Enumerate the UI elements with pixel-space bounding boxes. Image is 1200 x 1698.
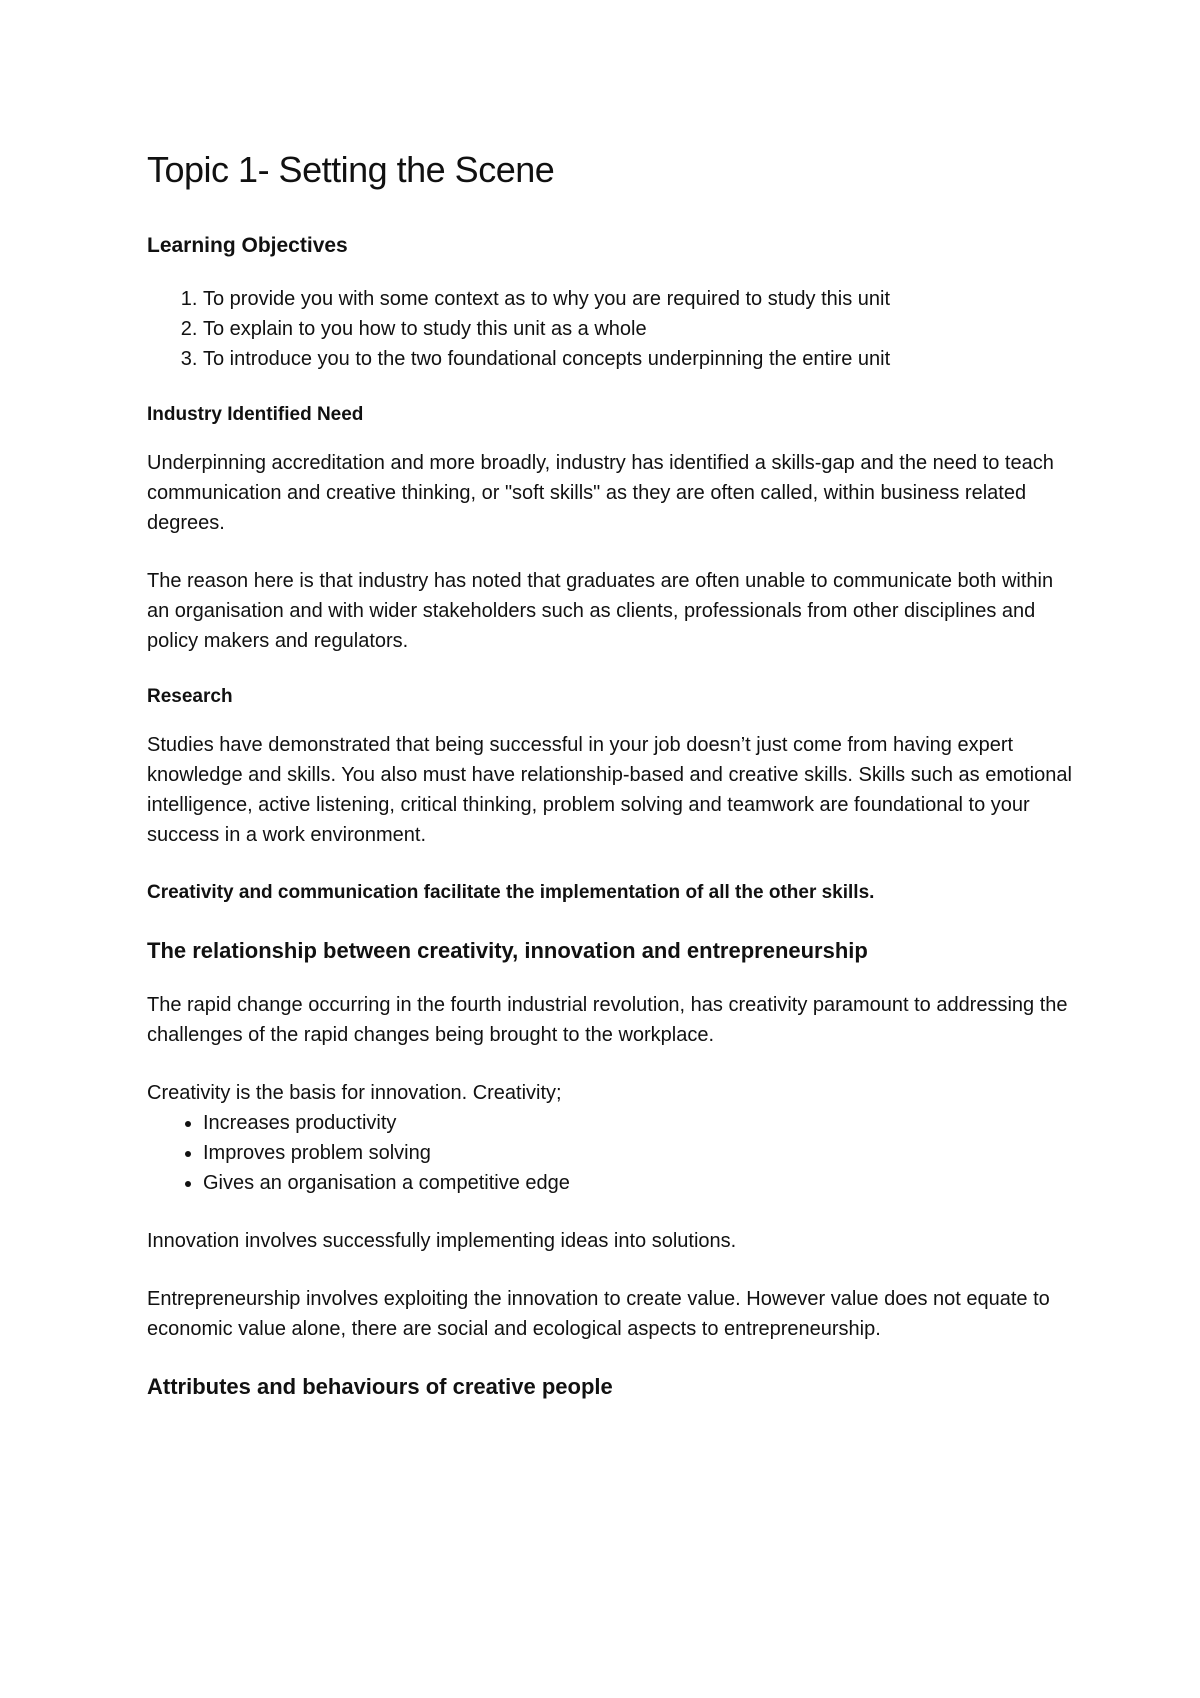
relationship-paragraph-1: The rapid change occurring in the fourth industrial revolution, has creativity paramount to addressing the challenges of the rapid changes being brought to the workplace. bbox=[147, 994, 1068, 1046]
relationship-paragraph-4: Entrepreneurship involves exploiting the innovation to create value. However value does not equate to economic value alone, there are social and ecological aspects to entrepreneurship. bbox=[147, 1288, 1050, 1340]
list-item: • Improves problem solving bbox=[203, 1138, 1077, 1168]
learning-objectives-heading: Learning Objectives bbox=[147, 234, 348, 257]
creativity-benefits-list bbox=[147, 1108, 1077, 1198]
list-item: • Gives an organisation a competitive edge bbox=[203, 1168, 1077, 1198]
attributes-heading: Attributes and behaviours of creative people bbox=[147, 1374, 613, 1399]
list-item: 1. To provide you with some context as to why you are required to study this unit bbox=[203, 284, 1077, 314]
industry-paragraph-1: Underpinning accreditation and more broadly, industry has identified a skills-gap and the need to teach communication and creative thinking, or "soft skills" as they are often called, within business related degrees. bbox=[147, 452, 1054, 534]
list-item: 2. To explain to you how to study this unit as a whole bbox=[203, 314, 1077, 344]
research-heading: Research bbox=[147, 686, 233, 707]
list-item: • Increases productivity bbox=[203, 1108, 1077, 1138]
relationship-paragraph-3: Innovation involves successfully implementing ideas into solutions. bbox=[147, 1230, 737, 1252]
list-item: 3. To introduce you to the two foundational concepts underpinning the entire unit bbox=[203, 344, 1077, 374]
research-paragraph-1: Studies have demonstrated that being successful in your job doesn’t just come from having expert knowledge and skills. You also must have relationship-based and creative skills. Skills such as emotional intelligence, active listening, critical thinking, problem solving and teamwork are foundational to your success in a work environment. bbox=[147, 734, 1072, 846]
page-title: Topic 1- Setting the Scene bbox=[147, 149, 555, 190]
relationship-paragraph-2: Creativity is the basis for innovation. Creativity; bbox=[147, 1082, 562, 1104]
research-paragraph-2: Creativity and communication facilitate the implementation of all the other skills. bbox=[147, 882, 875, 903]
industry-need-heading: Industry Identified Need bbox=[147, 404, 364, 425]
relationship-heading: The relationship between creativity, innovation and entrepreneurship bbox=[147, 938, 868, 963]
industry-paragraph-2: The reason here is that industry has noted that graduates are often unable to communicate both within an organisation and with wider stakeholders such as clients, professionals from other disciplines and policy makers and regulators. bbox=[147, 570, 1054, 652]
learning-objectives-list bbox=[147, 284, 1077, 374]
document-page bbox=[147, 150, 1077, 1426]
